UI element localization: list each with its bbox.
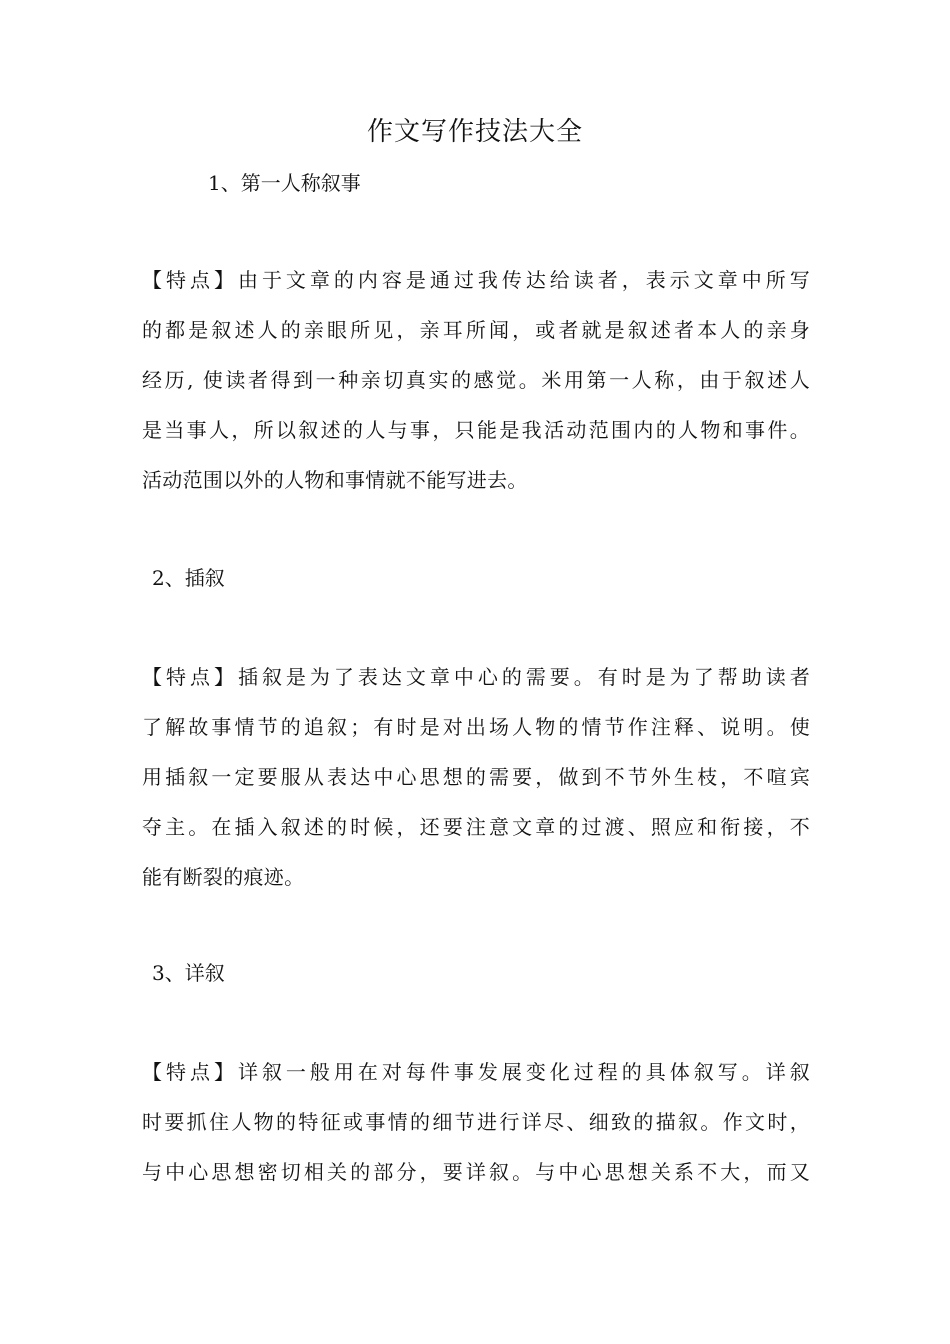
paragraph-line: 了解故事情节的追叙；有时是对出场人物的情节作注释、说明。使: [142, 715, 810, 739]
paragraph-line: 【特点】由于文章的内容是通过我传达给读者，表示文章中所写: [142, 268, 810, 292]
paragraph-line: 【特点】插叙是为了表达文章中心的需要。有时是为了帮助读者: [142, 665, 810, 689]
section-heading-detailed-narration: 3、详叙: [152, 961, 225, 985]
document-title: 作文写作技法大全: [366, 117, 583, 147]
paragraph-line: 活动范围以外的人物和事情就不能写进去。: [142, 468, 528, 492]
section-heading-first-person: 1、第一人称叙事: [208, 171, 361, 195]
paragraph-line: 是当事人，所以叙述的人与事，只能是我活动范围内的人物和事件。: [142, 418, 810, 442]
section-paragraph-flashback: [142, 652, 810, 902]
paragraph-line: 与中心思想密切相关的部分，要详叙。与中心思想关系不大，而又: [142, 1160, 810, 1184]
paragraph-line: 时要抓住人物的特征或事情的细节进行详尽、细致的描叙。作文时，: [142, 1110, 810, 1134]
paragraph-line: 的都是叙述人的亲眼所见，亲耳所闻，或者就是叙述者本人的亲身: [142, 318, 810, 342]
paragraph-line: 【特点】详叙一般用在对每件事发展变化过程的具体叙写。详叙: [142, 1060, 810, 1084]
section-paragraph-detailed-narration: [142, 1047, 810, 1197]
paragraph-line: 用插叙一定要服从表达中心思想的需要，做到不节外生枝，不喧宾: [142, 765, 810, 789]
section-heading-flashback: 2、插叙: [152, 566, 225, 590]
paragraph-line: 经历, 使读者得到一种亲切真实的感觉。米用第一人称，由于叙述人: [142, 368, 810, 392]
paragraph-line: 夺主。在插入叙述的时候，还要注意文章的过渡、照应和衔接，不: [142, 815, 810, 839]
section-paragraph-first-person: [142, 255, 810, 505]
paragraph-line: 能有断裂的痕迹。: [142, 865, 305, 889]
